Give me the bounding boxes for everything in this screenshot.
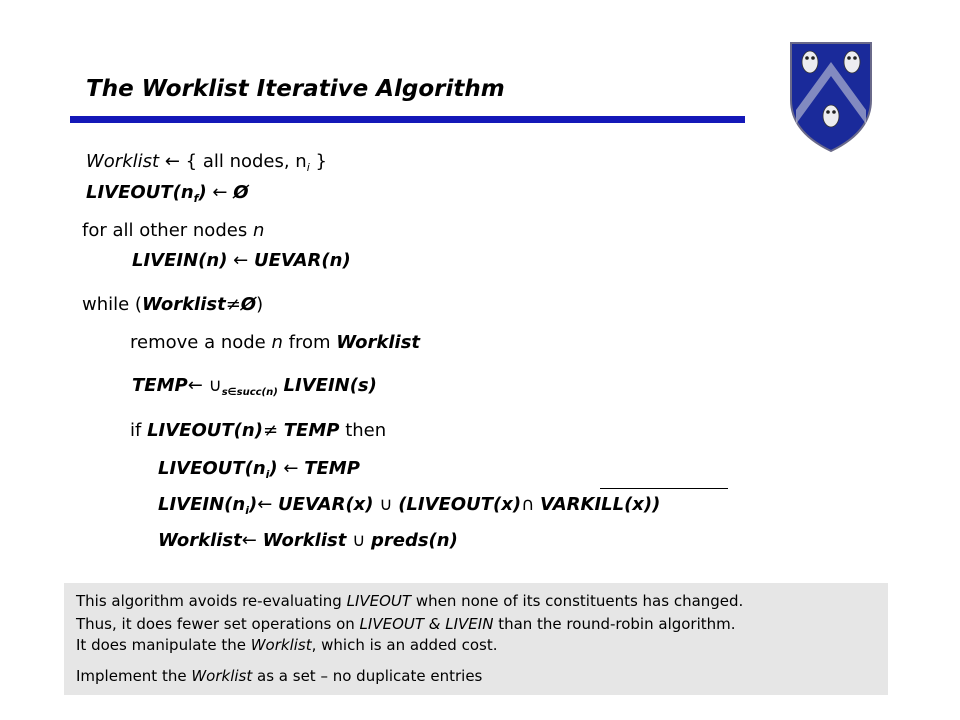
varkill-x: VARKILL(x)) — [540, 494, 661, 515]
not-equal-icon: ≠ — [262, 420, 279, 441]
empty-set: Ø — [233, 182, 249, 203]
subscript-i: i — [306, 161, 310, 174]
algo-line-while — [82, 294, 263, 316]
note-text: This algorithm avoids re-evaluating — [76, 592, 347, 610]
algo-line-remove — [130, 332, 420, 354]
note-line-3 — [76, 636, 497, 654]
algo-line-init-worklist — [86, 151, 327, 179]
not-equal-icon: ≠ — [225, 294, 241, 315]
worklist-var: Worklist — [86, 151, 160, 172]
note-text: It does manipulate the — [76, 636, 251, 654]
paren-close: ) — [248, 494, 258, 515]
algo-line-temp — [132, 375, 377, 404]
if-keyword: if — [130, 420, 142, 441]
for-keyword: for all other nodes — [82, 220, 248, 241]
title-rule — [70, 116, 745, 123]
note-em: Worklist — [191, 667, 253, 685]
brace-close: } — [315, 151, 327, 172]
paren-close: ) — [198, 182, 207, 203]
temp-var: TEMP — [132, 375, 188, 396]
note-text: , which is an added cost. — [311, 636, 498, 654]
algo-line-for — [82, 220, 264, 242]
worklist-var: Worklist — [158, 530, 242, 551]
complement-overline — [600, 488, 728, 489]
liveout-fn: LIVEOUT(n — [86, 182, 194, 203]
note-text: as a set – no duplicate entries — [252, 667, 483, 685]
liveout-fn: LIVEOUT(n — [158, 458, 266, 479]
assign-arrow-icon: ← — [257, 494, 273, 515]
shield-crest-icon — [788, 40, 874, 154]
note-em: LIVEOUT & LIVEIN — [359, 615, 494, 633]
subscript-i: i — [245, 504, 249, 517]
liveout-x: (LIVEOUT(x) — [398, 494, 522, 515]
algo-line-liveout-final — [86, 182, 249, 210]
note-text: than the round-robin algorithm. — [493, 615, 736, 633]
algo-line-livein-init — [132, 250, 351, 272]
note-text: Thus, it does fewer set operations on — [76, 615, 360, 633]
livein-s: LIVEIN(s) — [283, 375, 377, 396]
livein-fn: LIVEIN(n) — [132, 250, 228, 271]
all-nodes-text: { all nodes, n — [185, 151, 307, 172]
algo-line-liveout-assign — [158, 458, 360, 486]
algo-line-livein-assign — [158, 494, 660, 522]
preds-n: preds(n) — [370, 530, 458, 551]
uevar-x: UEVAR(x) — [278, 494, 374, 515]
assign-arrow-icon: ← — [233, 250, 249, 271]
subscript-i: i — [265, 468, 270, 481]
while-keyword: while ( — [82, 294, 142, 315]
temp-var: TEMP — [304, 458, 360, 479]
intersect-icon: ∩ — [521, 494, 535, 515]
var-n: n — [271, 332, 283, 353]
livein-fn: LIVEIN(n — [158, 494, 246, 515]
assign-arrow-icon: ← — [164, 151, 180, 172]
note-line-1 — [76, 592, 743, 610]
algo-line-worklist-update — [158, 530, 458, 552]
assign-arrow-icon: ← — [283, 458, 299, 479]
note-em: LIVEOUT — [346, 592, 412, 610]
remove-text: remove a node — [130, 332, 266, 353]
paren-close: ) — [256, 294, 264, 315]
note-em: Worklist — [250, 636, 312, 654]
union-icon: ∪ — [208, 375, 222, 396]
liveout-fn: LIVEOUT(n) — [147, 420, 263, 441]
note-text: Implement the — [76, 667, 192, 685]
algo-line-if — [130, 420, 386, 442]
assign-arrow-icon: ← — [212, 182, 228, 203]
slide-title: The Worklist Iterative Algorithm — [86, 76, 505, 102]
assign-arrow-icon: ← — [187, 375, 203, 396]
subscript-f: f — [193, 192, 199, 205]
paren-close: ) — [269, 458, 278, 479]
succ-subscript: s∈succ(n) — [221, 387, 278, 398]
from-text: from — [288, 332, 331, 353]
empty-set: Ø — [240, 294, 257, 315]
worklist-var: Worklist — [336, 332, 421, 353]
note-line-4 — [76, 667, 482, 685]
note-line-2 — [76, 615, 736, 633]
union-icon: ∪ — [352, 530, 366, 551]
note-text: when none of its constituents has changed. — [411, 592, 744, 610]
temp-var: TEMP — [283, 420, 340, 441]
union-icon: ∪ — [379, 494, 393, 515]
worklist-var: Worklist — [141, 294, 226, 315]
assign-arrow-icon: ← — [241, 530, 257, 551]
uevar-fn: UEVAR(n) — [254, 250, 351, 271]
then-keyword: then — [345, 420, 387, 441]
worklist-var: Worklist — [262, 530, 347, 551]
var-n: n — [252, 220, 265, 241]
